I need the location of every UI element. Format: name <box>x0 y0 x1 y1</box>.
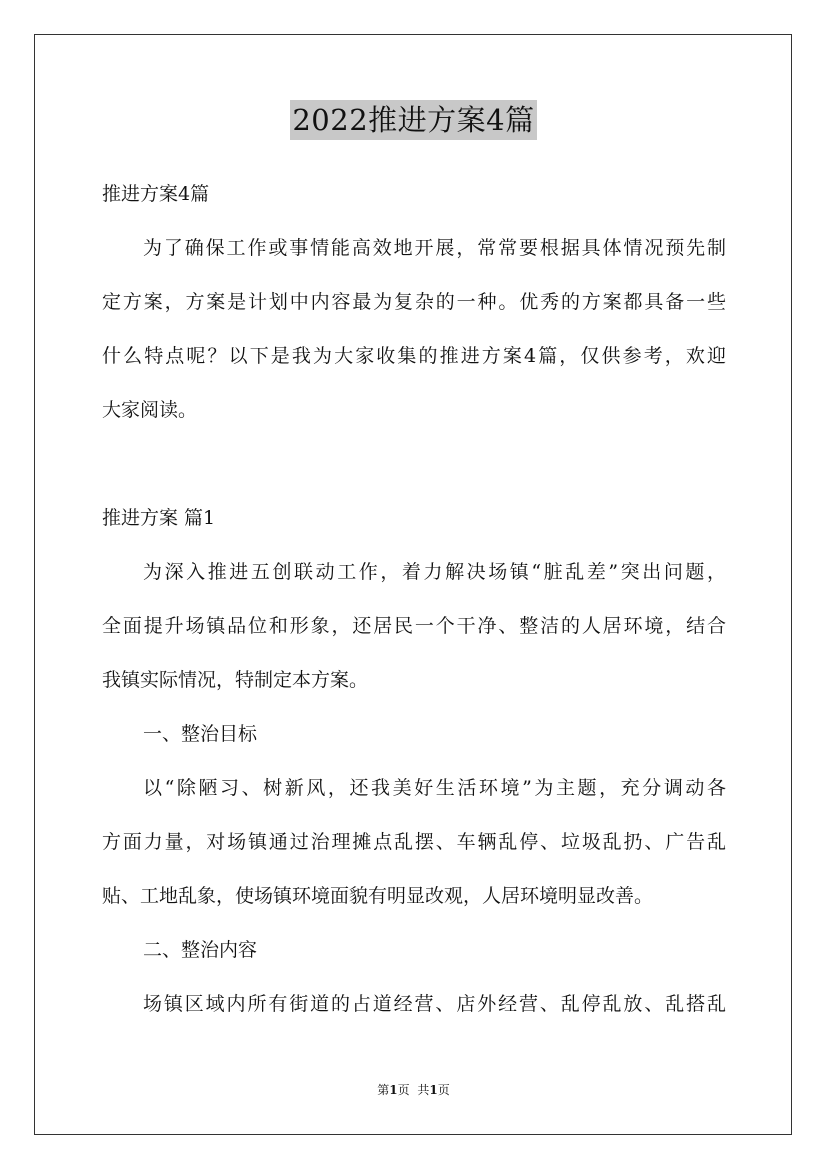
paragraph-line: 定方案，方案是计划中内容最为复杂的一种。优秀的方案都具备一些 <box>102 291 726 313</box>
subsection-heading: 一、整治目标 <box>143 723 258 745</box>
subsection-heading: 二、整治内容 <box>143 939 258 961</box>
footer-page-suffix: 页 <box>397 1083 410 1097</box>
title-container <box>0 100 827 140</box>
paragraph-line: 什么特点呢？以下是我为大家收集的推进方案4篇，仅供参考，欢迎 <box>102 345 726 367</box>
footer-total-number: 1 <box>429 1083 438 1097</box>
paragraph-line: 场镇区域内所有街道的占道经营、店外经营、乱停乱放、乱搭乱 <box>143 993 726 1015</box>
footer-page-prefix: 第 <box>377 1083 390 1097</box>
section-heading: 推进方案 篇1 <box>102 507 216 529</box>
paragraph-line: 我镇实际情况，特制定本方案。 <box>102 669 369 691</box>
footer-total-suffix: 页 <box>437 1083 450 1097</box>
page-footer <box>0 1082 827 1098</box>
paragraph-line: 贴、工地乱象，使场镇环境面貌有明显改观，人居环境明显改善。 <box>102 885 654 907</box>
footer-total-prefix: 共 <box>417 1083 430 1097</box>
paragraph-line: 全面提升场镇品位和形象，还居民一个干净、整洁的人居环境，结合 <box>102 615 726 637</box>
paragraph-line: 为了确保工作或事情能高效地开展，常常要根据具体情况预先制 <box>143 237 726 259</box>
footer-page-number: 1 <box>389 1083 398 1097</box>
document-title: 2022推进方案4篇 <box>290 100 536 140</box>
paragraph-line: 大家阅读。 <box>102 399 198 421</box>
paragraph-line: 方面力量，对场镇通过治理摊点乱摆、车辆乱停、垃圾乱扔、广告乱 <box>102 831 726 853</box>
section-heading: 推进方案4篇 <box>102 183 210 205</box>
paragraph-line: 为深入推进五创联动工作，着力解决场镇“脏乱差”突出问题， <box>143 561 726 583</box>
paragraph-line: 以“除陋习、树新风，还我美好生活环境”为主题，充分调动各 <box>143 777 726 799</box>
